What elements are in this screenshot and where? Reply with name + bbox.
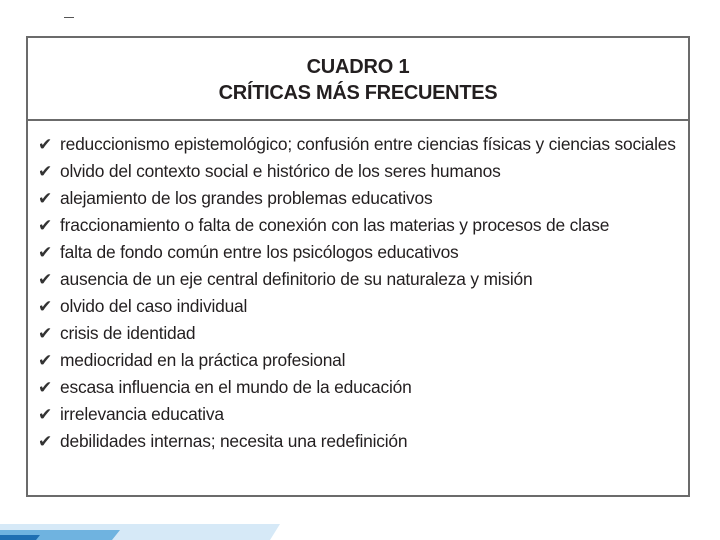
list-item-text: crisis de identidad [60,323,196,343]
check-icon: ✔ [38,324,53,343]
check-icon: ✔ [38,270,53,289]
check-icon: ✔ [38,162,53,181]
check-icon: ✔ [38,243,53,262]
list-item [38,401,678,428]
critics-list [28,121,688,455]
list-item [38,212,678,239]
table-title: CUADRO 1 [306,56,410,78]
critics-table [26,36,690,497]
list-item [38,133,678,156]
list-item [38,266,678,293]
check-icon: ✔ [38,351,53,370]
list-item [38,185,678,212]
list-item-text: debilidades internas; necesita una redefinición [60,431,408,451]
check-icon: ✔ [38,378,53,397]
check-icon: ✔ [38,135,53,154]
list-item-text: falta de fondo común entre los psicólogos educativos [60,242,459,262]
list-item [38,293,678,320]
list-item [38,428,678,455]
table-header [28,38,688,121]
list-item-text: reduccionismo epistemológico; confusión entre ciencias físicas y ciencias sociales [60,134,676,154]
list-item-text: olvido del contexto social e histórico de los seres humanos [60,161,501,181]
list-item-text: irrelevancia educativa [60,404,224,424]
list-item-text: ausencia de un eje central definitorio de su naturaleza y misión [60,269,533,289]
decorative-bottom-band [0,514,720,540]
band-dark-shape [0,535,40,540]
list-item-text: olvido del caso individual [60,296,248,316]
list-item [38,158,678,185]
check-icon: ✔ [38,432,53,451]
top-dash-mark [64,17,74,18]
list-item [38,320,678,347]
table-subtitle: CRÍTICAS MÁS FRECUENTES [218,82,498,104]
check-icon: ✔ [38,189,53,208]
check-icon: ✔ [38,405,53,424]
check-icon: ✔ [38,216,53,235]
list-item-text: mediocridad en la práctica profesional [60,350,346,370]
list-item [38,347,678,374]
list-item [38,374,678,401]
list-item-text: fraccionamiento o falta de conexión con las materias y procesos de clase [60,215,610,235]
list-item [38,239,678,266]
check-icon: ✔ [38,297,53,316]
list-item-text: alejamiento de los grandes problemas educativos [60,188,433,208]
list-item-text: escasa influencia en el mundo de la educación [60,377,412,397]
